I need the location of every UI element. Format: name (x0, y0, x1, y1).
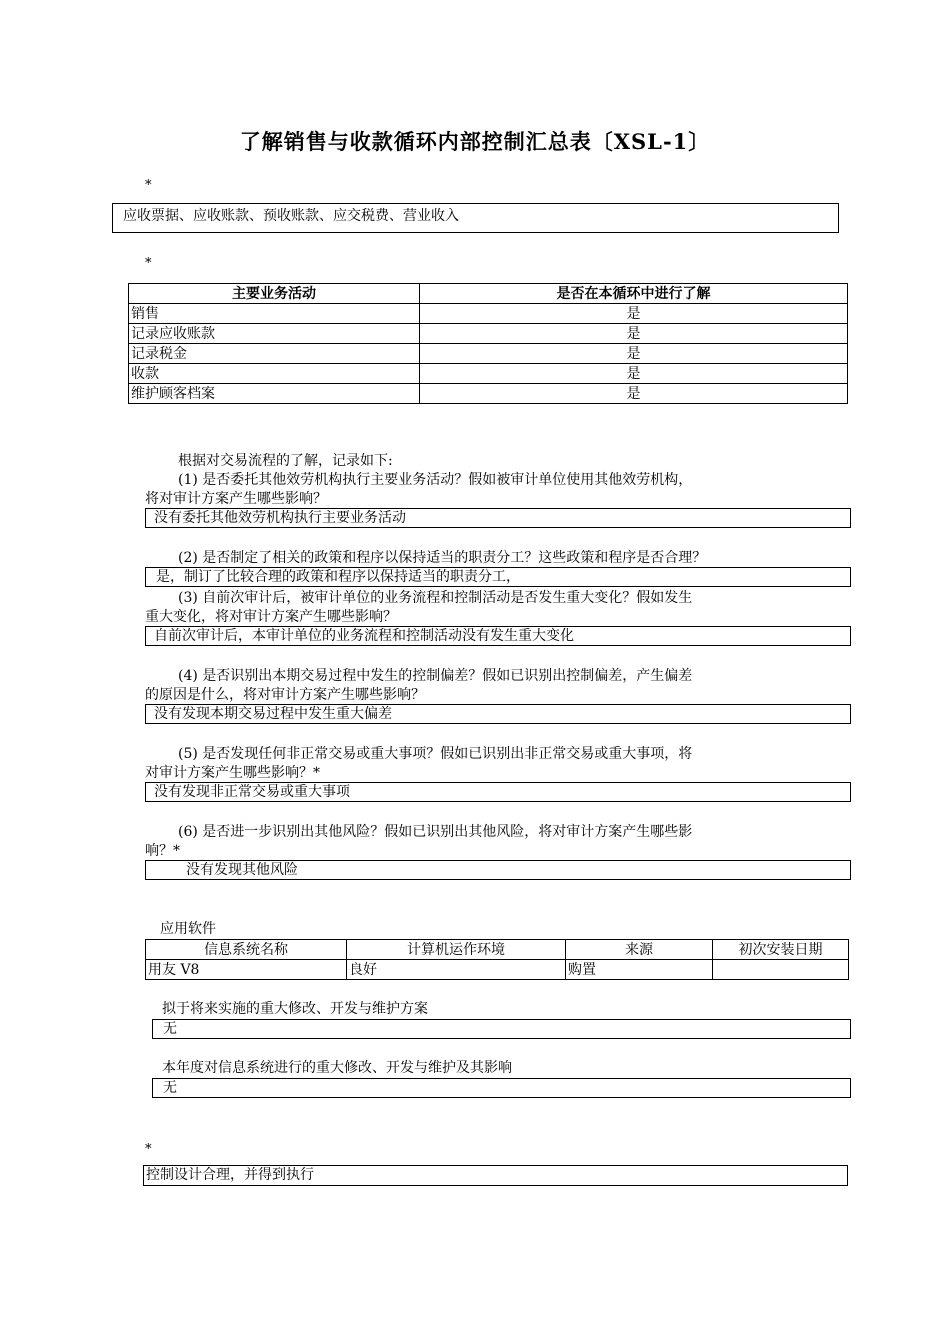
page-title: 了解销售与收款循环内部控制汇总表〔XSL-1〕 (239, 129, 711, 154)
software-header-install-date: 初次安装日期 (713, 940, 849, 960)
section-marker: * (145, 1142, 152, 1157)
software-table (145, 939, 849, 980)
table-row (129, 384, 848, 404)
question-1-line2: 将对审计方案产生哪些影响？ (145, 491, 327, 507)
software-header-environment: 计算机运作环境 (347, 940, 566, 960)
question-6-line1: (6) 是否进一步识别出其他风险？假如已识别出其他风险，将对审计方案产生哪些影 (178, 824, 693, 840)
software-source-cell: 购置 (566, 960, 713, 980)
answer-cell: 是 (420, 364, 848, 384)
planned-label: 拟于将来实施的重大修改、开发与维护方案 (162, 1001, 428, 1017)
answer-cell: 是 (420, 344, 848, 364)
question-3-line2: 重大变化，将对审计方案产生哪些影响？ (145, 609, 397, 625)
activity-cell: 记录应收账款 (129, 324, 420, 344)
current-year-value: 无 (152, 1078, 851, 1098)
question-2-line1: (2) 是否制定了相关的政策和程序以保持适当的职责分工？这些政策和程序是否合理？ (178, 550, 707, 566)
question-5-line1: (5) 是否发现任何非正常交易或重大事项？假如已识别出非正常交易或重大事项，将 (178, 746, 693, 762)
accounts-field: 应收票据、应收账款、预收账款、应交税费、营业收入 (112, 203, 839, 233)
activity-cell: 销售 (129, 304, 420, 324)
software-environment-cell: 良好 (347, 960, 566, 980)
question-5-answer: 没有发现非正常交易或重大事项 (145, 782, 851, 802)
question-1-answer: 没有委托其他效劳机构执行主要业务活动 (145, 508, 851, 528)
table-row (146, 960, 849, 980)
question-5-line2: 对审计方案产生哪些影响？* (145, 765, 320, 781)
answer-cell: 是 (420, 384, 848, 404)
activities-table (128, 283, 848, 404)
question-1-line1: (1) 是否委托其他效劳机构执行主要业务活动？假如被审计单位使用其他效劳机构， (178, 472, 693, 488)
question-4-answer: 没有发现本期交易过程中发生重大偏差 (145, 704, 851, 724)
software-header-source: 来源 (566, 940, 713, 960)
table-row (129, 304, 848, 324)
activities-header-answer: 是否在本循环中进行了解 (420, 284, 848, 304)
question-3-answer: 自前次审计后，本审计单位的业务流程和控制活动没有发生重大变化 (145, 626, 851, 646)
section-marker: * (145, 256, 152, 271)
conclusion-field: 控制设计合理，并得到执行 (143, 1165, 848, 1186)
intro-text: 根据对交易流程的了解，记录如下: (178, 453, 393, 469)
activity-cell: 维护顾客档案 (129, 384, 420, 404)
software-label: 应用软件 (160, 921, 216, 937)
table-row (129, 324, 848, 344)
question-3-line1: (3) 自前次审计后，被审计单位的业务流程和控制活动是否发生重大变化？假如发生 (178, 590, 693, 606)
software-install-date-cell (713, 960, 849, 980)
current-year-label: 本年度对信息系统进行的重大修改、开发与维护及其影响 (162, 1060, 512, 1076)
question-6-line2: 响？* (145, 843, 180, 859)
table-row (129, 364, 848, 384)
question-2-answer: 是，制订了比较合理的政策和程序以保持适当的职责分工， (145, 567, 851, 587)
section-marker: * (145, 178, 152, 193)
answer-cell: 是 (420, 324, 848, 344)
question-6-answer: 没有发现其他风险 (145, 860, 851, 880)
question-4-line2: 的原因是什么，将对审计方案产生哪些影响？ (145, 687, 425, 703)
question-4-line1: (4) 是否识别出本期交易过程中发生的控制偏差？假如已识别出控制偏差，产生偏差 (178, 668, 693, 684)
software-header-name: 信息系统名称 (146, 940, 347, 960)
activities-header-activity: 主要业务活动 (129, 284, 420, 304)
planned-value: 无 (152, 1019, 851, 1039)
activity-cell: 记录税金 (129, 344, 420, 364)
activity-cell: 收款 (129, 364, 420, 384)
answer-cell: 是 (420, 304, 848, 324)
table-row (129, 344, 848, 364)
software-name-cell: 用友 V8 (146, 960, 347, 980)
